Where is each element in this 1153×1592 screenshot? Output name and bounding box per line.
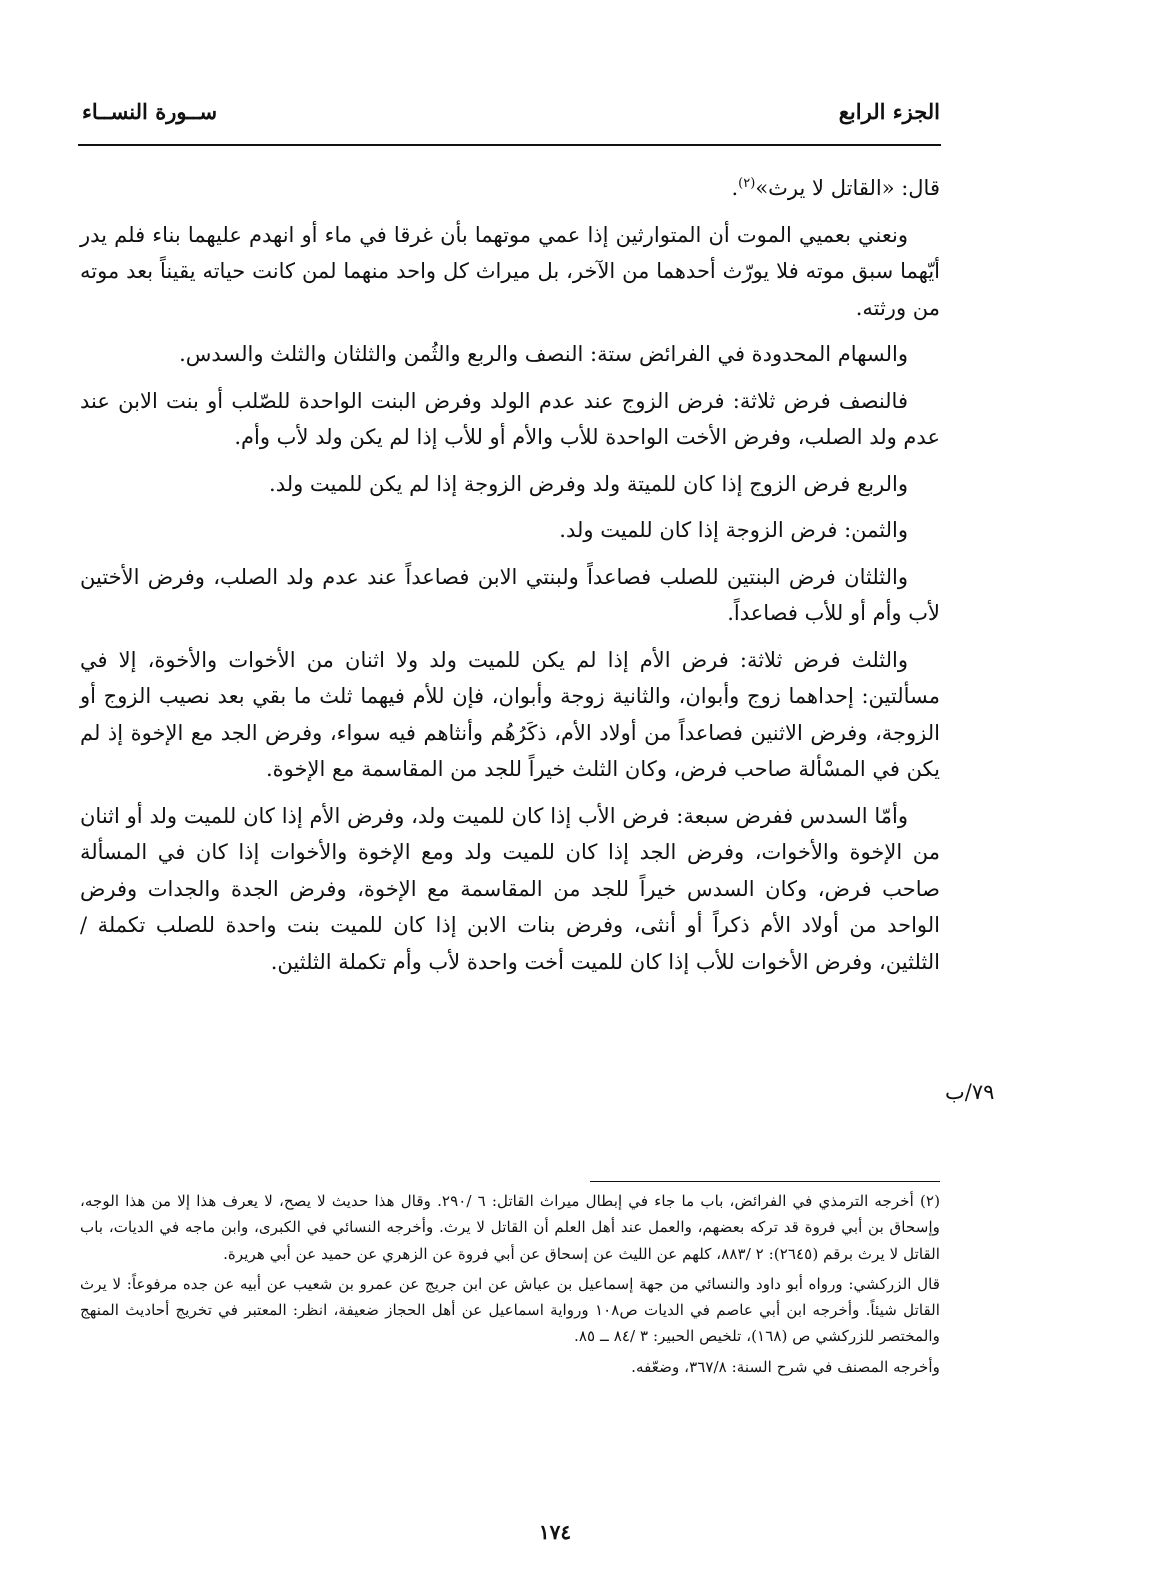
- hadith-end: .: [731, 176, 739, 200]
- footnotes: [80, 1188, 940, 1384]
- paragraph: فالنصف فرض ثلاثة: فرض الزوج عند عدم الولد وفرض البنت الواحدة للصّلب أو بنت الابن عند عدم ولد الصلب، وفرض الأخت الواحدة للأب والأم أو للأب إذا لم يكن ولد لأب وأم.: [80, 388, 940, 449]
- paragraph-hadith: [80, 170, 940, 207]
- paragraph: وأمّا السدس ففرض سبعة: فرض الأب إذا كان للميت ولد، وفرض الأم إذا كان للميت ولد أو اثنان من الإخوة والأخوات، وفرض الجد إذا كان للميت ولد ومع الإخوة والأخوات إذا كان في المسألة صاحب فرض، وكان السدس خيراً للجد من المقاسمة مع الإخوة، وفرض الجدة والجدات وفرض الواحد من أولاد الأم ذكراً أو أنثى، وفرض بنات الابن إذا كان للميت بنت واحدة للصلب تكملة / الثلثين، وفرض الأخوات للأب إذا كان للميت أخت واحدة لأب وأم تكملة الثلثين.: [80, 803, 940, 974]
- hadith-text: قال: «القاتل لا يرث»: [755, 176, 940, 200]
- running-header-part: الجزء الرابع: [838, 99, 940, 124]
- paragraph: والربع فرض الزوج إذا كان للميتة ولد وفرض الزوجة إذا لم يكن للميت ولد.: [269, 471, 908, 496]
- manuscript-folio-marker: ٧٩/ب: [945, 1080, 995, 1104]
- header-divider: [78, 144, 941, 146]
- footnote: قال الزركشي: ورواه أبو داود والنسائي من جهة إسماعيل بن عياش عن ابن جريج عن عمرو بن شعيب عن أبيه عن جده مرفوعاً: لا يرث القاتل شيئاً. وأخرجه ابن أبي عاصم في الديات ص١٠٨ ورواية اسماعيل عن أهل الحجاز ضعيفة، انظر: المعتبر في تخريج أحاديث المنهج والمختصر للزركشي ص (١٦٨)، تلخيص الحبير: ٣ /٨٤ ــ ٨٥.: [80, 1274, 941, 1346]
- footnote: (٢) أخرجه الترمذي في الفرائض، باب ما جاء في إبطال ميراث القاتل: ٦ /٢٩٠. وقال هذا حديث لا يصح، لا يعرف هذا إلا من هذا الوجه، وإسحاق بن أبي فروة قد تركه بعضهم، والعمل عند أهل العلم أن القاتل لا يرث. وأخرجه النسائي في الكبرى، وابن ماجه في الديات، باب القاتل لا يرث برقم (٢٦٤٥): ٢ /٨٨٣، كلهم عن الليث عن إسحاق عن أبي فروة عن الزهري عن حميد عن أبي هريرة.: [80, 1192, 940, 1263]
- paragraph: والسهام المحدودة في الفرائض ستة: النصف والربع والثُمن والثلثان والثلث والسدس.: [179, 342, 908, 366]
- footnote-ref[interactable]: (٢): [738, 176, 756, 191]
- footnote-divider: [590, 1181, 940, 1182]
- footnote: وأخرجه المصنف في شرح السنة: ٣٦٧/٨، وضعّفه.: [631, 1357, 940, 1376]
- paragraph: والثلث فرض ثلاثة: فرض الأم إذا لم يكن للميت ولد ولا اثنان من الأخوات والأخوة، إلا في مسألتين: إحداهما زوج وأبوان، والثانية زوجة وأبوان، فإن للأم فيهما ثلث ما بقي بعد نصيب الزوج أو الزوجة، وفرض الاثنين فصاعداً من أولاد الأم، ذكَرُهُم وأنثاهم فيه سواء، وفرض الجد مع الإخوة إذ لم يكن في المسْألة صاحب فرض، وكان الثلث خيراً للجد من المقاسمة مع الإخوة.: [80, 647, 940, 781]
- main-text: [80, 170, 940, 990]
- page-number: ١٧٤: [538, 1520, 572, 1544]
- paragraph: ونعني بعميي الموت أن المتوارثين إذا عمي موتهما بأن غرقا في ماء أو انهدم عليهما بناء فلم يدر أيّهما سبق موته فلا يورّث أحدهما من الآخر، بل ميراث كل واحد منهما لمن كانت حياته يقيناً بعد موته من ورثته.: [80, 222, 940, 320]
- paragraph: والثلثان فرض البنتين للصلب فصاعداً ولبنتي الابن فصاعداً عند عدم ولد الصلب، وفرض الأختين لأب وأم أو للأب فصاعداً.: [80, 564, 940, 625]
- paragraph: والثمن: فرض الزوجة إذا كان للميت ولد.: [559, 518, 908, 542]
- running-header-surah: ســورة النســاء: [82, 99, 218, 124]
